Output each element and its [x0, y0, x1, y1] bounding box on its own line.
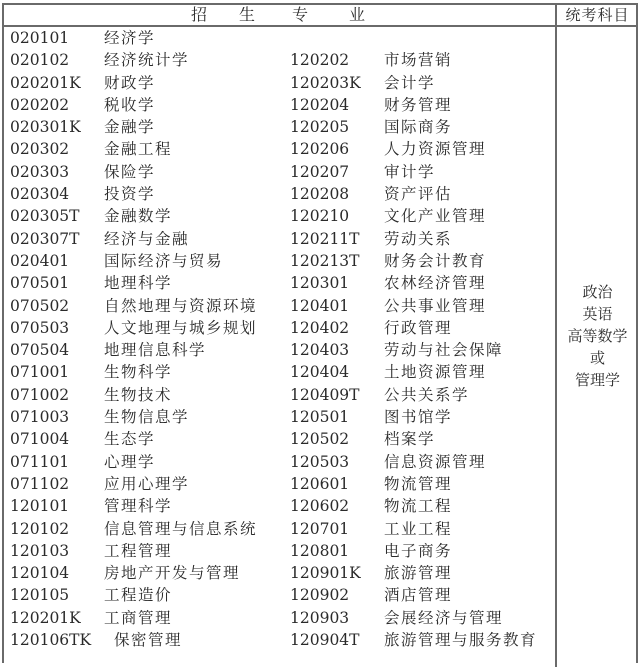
major-code: 120210: [290, 207, 350, 226]
major-code: 120801: [290, 541, 350, 560]
table-row: [4, 495, 555, 517]
major-name: 经济统计学: [104, 51, 190, 70]
major-name: 国际经济与贸易: [104, 251, 224, 270]
major-code: 020304: [10, 185, 70, 204]
major-code: 020302: [10, 140, 70, 159]
major-name: 地理科学: [104, 274, 173, 293]
major-code: 120205: [290, 118, 350, 137]
major-code: 020303: [10, 162, 70, 181]
major-code: 120502: [290, 430, 350, 449]
table-row: [4, 49, 555, 71]
major-code: 120207: [290, 162, 350, 181]
table-row: [4, 72, 555, 94]
major-name: 财务会计教育: [384, 251, 487, 270]
major-name: 投资学: [104, 185, 156, 204]
major-code: 120901K: [290, 564, 361, 583]
major-name: 资产评估: [384, 185, 453, 204]
major-code: 120402: [290, 318, 350, 337]
table-row: [4, 138, 555, 160]
major-code: 120206: [290, 140, 350, 159]
table-row: [4, 562, 555, 584]
table-row: [4, 250, 555, 272]
major-name: 物流管理: [384, 474, 453, 493]
major-name: 会展经济与管理: [384, 608, 504, 627]
table-row: [4, 228, 555, 250]
major-name: 审计学: [384, 162, 436, 181]
major-name: 档案学: [384, 430, 436, 449]
exam-subject: 政治: [582, 283, 613, 301]
major-code: 120904T: [290, 631, 360, 650]
exam-subject: 英语: [582, 305, 613, 323]
major-code: 070504: [10, 341, 70, 360]
major-code: 020101: [10, 29, 70, 47]
major-name: 财政学: [104, 73, 156, 92]
major-code: 071002: [10, 385, 70, 404]
major-name: 生物科学: [104, 363, 173, 382]
major-name: 酒店管理: [384, 586, 453, 605]
major-code: 120103: [10, 541, 70, 560]
major-name: 自然地理与资源环境: [104, 296, 258, 315]
table-row: [4, 272, 555, 294]
major-code: 120409T: [290, 385, 360, 404]
major-code: 020301K: [10, 118, 81, 137]
major-code: 120104: [10, 564, 70, 583]
major-code: 120501: [290, 408, 350, 427]
major-name: 工商管理: [104, 608, 173, 627]
table-row: [4, 629, 555, 651]
major-name: 信息资源管理: [384, 452, 487, 471]
major-code: 120404: [290, 363, 350, 382]
major-name: 保险学: [104, 162, 156, 181]
header-char: 专: [292, 5, 309, 24]
major-name: 劳动关系: [384, 229, 453, 248]
majors-list: [4, 27, 555, 651]
major-name: 工程管理: [104, 541, 173, 560]
exam-subjects-column: [555, 27, 638, 667]
major-name: 保密管理: [114, 631, 183, 650]
major-code: 120902: [290, 586, 350, 605]
major-name: 工业工程: [384, 519, 453, 538]
major-code: 120106TK: [10, 631, 92, 650]
major-name: 行政管理: [384, 318, 453, 337]
major-name: 税收学: [104, 95, 156, 114]
major-code: 120701: [290, 519, 350, 538]
major-code: 120102: [10, 519, 70, 538]
major-name: 金融数学: [104, 207, 173, 226]
exam-subject-connector: 或: [589, 349, 605, 367]
table-row: [4, 584, 555, 606]
major-name: 应用心理学: [104, 474, 190, 493]
major-code: 120403: [290, 341, 350, 360]
exam-subject: 高等数学: [567, 327, 628, 345]
table-row: [4, 361, 555, 383]
major-name: 人力资源管理: [384, 140, 487, 159]
major-code: 120105: [10, 586, 70, 605]
table-row: [4, 94, 555, 116]
major-code: 120601: [290, 474, 350, 493]
major-name: 市场营销: [384, 51, 453, 70]
table-row: [4, 540, 555, 562]
header-char: 招: [191, 5, 208, 24]
exam-subjects-list: [557, 281, 638, 391]
major-name: 旅游管理与服务教育: [384, 631, 538, 650]
major-name: 工程造价: [104, 586, 173, 605]
major-name: 人文地理与城乡规划: [104, 318, 258, 337]
table-row: [4, 384, 555, 406]
table-row: [4, 161, 555, 183]
major-code: 071101: [10, 452, 70, 471]
major-name: 电子商务: [384, 541, 453, 560]
major-name: 经济与金融: [104, 229, 190, 248]
major-code: 120213T: [290, 251, 360, 270]
major-code: 071001: [10, 363, 70, 382]
major-code: 020307T: [10, 229, 80, 248]
major-name: 生态学: [104, 430, 156, 449]
major-code: 120401: [290, 296, 350, 315]
major-name: 生物信息学: [104, 408, 190, 427]
major-name: 土地资源管理: [384, 363, 487, 382]
major-name: 财务管理: [384, 95, 453, 114]
major-code: 071003: [10, 408, 70, 427]
table-row: [4, 339, 555, 361]
major-code: 120208: [290, 185, 350, 204]
major-code: 120602: [290, 497, 350, 516]
major-name: 信息管理与信息系统: [104, 519, 258, 538]
major-name: 文化产业管理: [384, 207, 487, 226]
major-code: 120201K: [10, 608, 81, 627]
major-code: 070503: [10, 318, 70, 337]
table-header: [4, 5, 636, 27]
major-code: 020305T: [10, 207, 80, 226]
major-code: 120903: [290, 608, 350, 627]
major-name: 劳动与社会保障: [384, 341, 504, 360]
major-code: 120503: [290, 452, 350, 471]
major-code: 020201K: [10, 73, 81, 92]
header-exam-subjects: 统考科目: [555, 5, 638, 25]
major-code: 120202: [290, 51, 350, 70]
major-code: 071004: [10, 430, 70, 449]
header-char: 业: [349, 5, 366, 24]
major-code: 120301: [290, 274, 350, 293]
major-name: 经济学: [104, 29, 156, 47]
major-name: 国际商务: [384, 118, 453, 137]
major-name: 农林经济管理: [384, 274, 487, 293]
table-row: [4, 406, 555, 428]
major-code: 020401: [10, 251, 70, 270]
major-code: 120203K: [290, 73, 361, 92]
table-row: [4, 518, 555, 540]
table-row: [4, 205, 555, 227]
major-name: 地理信息科学: [104, 341, 207, 360]
major-code: 120204: [290, 95, 350, 114]
major-name: 物流工程: [384, 497, 453, 516]
major-name: 管理科学: [104, 497, 173, 516]
major-name: 图书馆学: [384, 408, 453, 427]
table-row: [4, 27, 555, 49]
major-code: 020102: [10, 51, 70, 70]
major-name: 房地产开发与管理: [104, 564, 241, 583]
major-name: 会计学: [384, 73, 436, 92]
major-code: 070502: [10, 296, 70, 315]
table-row: [4, 451, 555, 473]
major-name: 金融工程: [104, 140, 173, 159]
major-name: 生物技术: [104, 385, 173, 404]
major-code: 020202: [10, 95, 70, 114]
table-row: [4, 183, 555, 205]
major-name: 旅游管理: [384, 564, 453, 583]
major-code: 120101: [10, 497, 70, 516]
major-name: 公共事业管理: [384, 296, 487, 315]
major-code: 120211T: [290, 229, 360, 248]
table-row: [4, 116, 555, 138]
table-row: [4, 607, 555, 629]
major-code: 070501: [10, 274, 70, 293]
majors-table: [2, 3, 638, 663]
major-name: 金融学: [104, 118, 156, 137]
major-name: 公共关系学: [384, 385, 470, 404]
major-name: 心理学: [104, 452, 156, 471]
table-row: [4, 428, 555, 450]
exam-subject: 管理学: [574, 371, 620, 389]
header-char: 生: [239, 5, 256, 24]
table-row: [4, 317, 555, 339]
major-code: 071102: [10, 474, 70, 493]
header-majors: [4, 5, 555, 25]
table-row: [4, 473, 555, 495]
table-row: [4, 295, 555, 317]
